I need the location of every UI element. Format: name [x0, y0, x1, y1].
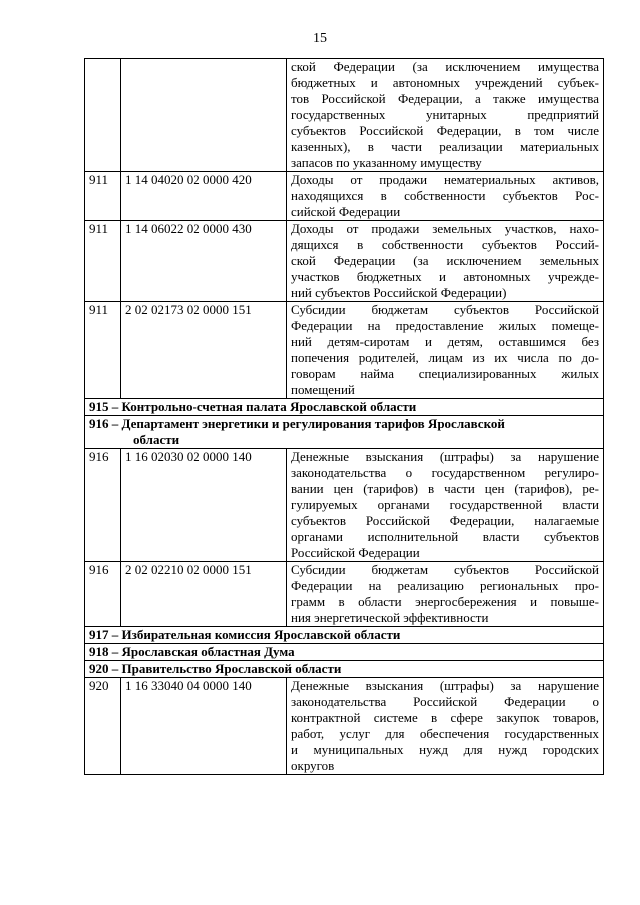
- description-line: контрактной системе в сфере закупок товаров,: [291, 710, 599, 725]
- table-row: [85, 302, 604, 399]
- description-line: говорам найма специализированных жилых: [291, 366, 599, 381]
- description-line: находящихся в собственности субъектов Рос-: [291, 188, 599, 203]
- description-line: государственных унитарных предприятий: [291, 107, 599, 122]
- budget-classification-code-cell: 1 14 06022 02 0000 430: [121, 221, 287, 302]
- table-row: [85, 562, 604, 627]
- description-line: запасов по указанному имуществу: [291, 155, 482, 170]
- budget-classification-code-cell: 1 16 33040 04 0000 140: [121, 678, 287, 775]
- description-line: Федерации на предоставление жилых помеще-: [291, 318, 599, 333]
- description-line: и муниципальных нужд для нужд городских: [291, 742, 599, 757]
- description-line: ской Федерации (за исключением земельных: [291, 253, 599, 268]
- budget-classification-code-cell: 2 02 02173 02 0000 151: [121, 302, 287, 399]
- description-line: Денежные взыскания (штрафы) за нарушение: [291, 678, 599, 693]
- description-line: помещений: [291, 382, 355, 397]
- description-line: субъектов Российской Федерации, налагаемые: [291, 513, 599, 528]
- budget-classification-code-cell: 1 14 04020 02 0000 420: [121, 172, 287, 221]
- description-line: Субсидии бюджетам субъектов Российской: [291, 302, 599, 317]
- section-header-line: 915 – Контрольно-счетная палата Ярославской области: [89, 399, 417, 414]
- section-header-line: 920 – Правительство Ярославской области: [89, 661, 342, 676]
- section-header: [85, 627, 604, 644]
- revenue-description-cell: [287, 562, 604, 627]
- description-line: ской Федерации (за исключением имущества: [291, 59, 599, 74]
- description-line: законодательства Российской Федерации о: [291, 694, 599, 709]
- section-header-line: области: [133, 432, 180, 447]
- description-line: грамм в области энергосбережения и повыше-: [291, 594, 599, 609]
- section-header-row: [85, 399, 604, 416]
- description-line: субъектов Российской Федерации, в том числе: [291, 123, 599, 138]
- revenue-description-cell: [287, 172, 604, 221]
- description-line: Федерации на реализацию региональных про-: [291, 578, 599, 593]
- table-row: [85, 59, 604, 172]
- admin-code-cell: 920: [85, 678, 121, 775]
- description-line: ний субъектов Российской Федерации): [291, 285, 507, 300]
- section-header-line: 917 – Избирательная комиссия Ярославской области: [89, 627, 401, 642]
- section-header-row: [85, 627, 604, 644]
- page-number: 15: [313, 31, 327, 46]
- description-line: Денежные взыскания (штрафы) за нарушение: [291, 449, 599, 464]
- section-header: [85, 644, 604, 661]
- description-line: ний детям-сиротам и детям, оставшимся без: [291, 334, 599, 349]
- description-line: вании цен (тарифов) в части цен (тарифов), ре-: [291, 481, 599, 496]
- table-body: [85, 59, 604, 775]
- description-line: округов: [291, 758, 335, 773]
- revenue-codes-table: [84, 58, 604, 775]
- admin-code-cell: 911: [85, 221, 121, 302]
- section-header: [85, 416, 604, 449]
- description-line: законодательства о государственном регулиро-: [291, 465, 599, 480]
- description-line: дящихся в собственности субъектов Россий-: [291, 237, 599, 252]
- description-line: ния энергетической эффективности: [291, 610, 489, 625]
- admin-code-cell: 911: [85, 172, 121, 221]
- description-line: попечения родителей, лицам из их числа по до-: [291, 350, 599, 365]
- revenue-description-cell: [287, 678, 604, 775]
- section-header-line: 916 – Департамент энергетики и регулирования тарифов Ярославской: [89, 416, 505, 431]
- description-line: бюджетных и автономных учреждений субъек-: [291, 75, 599, 90]
- budget-classification-code-cell: 1 16 02030 02 0000 140: [121, 449, 287, 562]
- section-header: [85, 399, 604, 416]
- budget-classification-code-cell: 2 02 02210 02 0000 151: [121, 562, 287, 627]
- table-row: [85, 221, 604, 302]
- description-line: казенных), в части реализации материальных: [291, 139, 599, 154]
- table-row: [85, 678, 604, 775]
- description-line: Доходы от продажи земельных участков, нахо-: [291, 221, 599, 236]
- table-row: [85, 449, 604, 562]
- revenue-description-cell: [287, 221, 604, 302]
- description-line: гулируемых органами государственной власти: [291, 497, 599, 512]
- description-line: Субсидии бюджетам субъектов Российской: [291, 562, 599, 577]
- revenue-description-cell: [287, 302, 604, 399]
- admin-code-cell: [85, 59, 121, 172]
- revenue-description-cell: [287, 59, 604, 172]
- section-header-line: 918 – Ярославская областная Дума: [89, 644, 295, 659]
- table-row: [85, 172, 604, 221]
- revenue-description-cell: [287, 449, 604, 562]
- description-line: сийской Федерации: [291, 204, 401, 219]
- section-header-row: [85, 416, 604, 449]
- admin-code-cell: 916: [85, 562, 121, 627]
- description-line: органами исполнительной власти субъектов: [291, 529, 599, 544]
- budget-classification-code-cell: [121, 59, 287, 172]
- description-line: тов Российской Федерации, а также имущества: [291, 91, 599, 106]
- description-line: работ, услуг для обеспечения государственных: [291, 726, 599, 741]
- description-line: Российской Федерации: [291, 545, 420, 560]
- description-line: участков бюджетных и автономных учрежде-: [291, 269, 599, 284]
- section-header-row: [85, 661, 604, 678]
- admin-code-cell: 911: [85, 302, 121, 399]
- admin-code-cell: 916: [85, 449, 121, 562]
- section-header: [85, 661, 604, 678]
- description-line: Доходы от продажи нематериальных активов,: [291, 172, 599, 187]
- section-header-row: [85, 644, 604, 661]
